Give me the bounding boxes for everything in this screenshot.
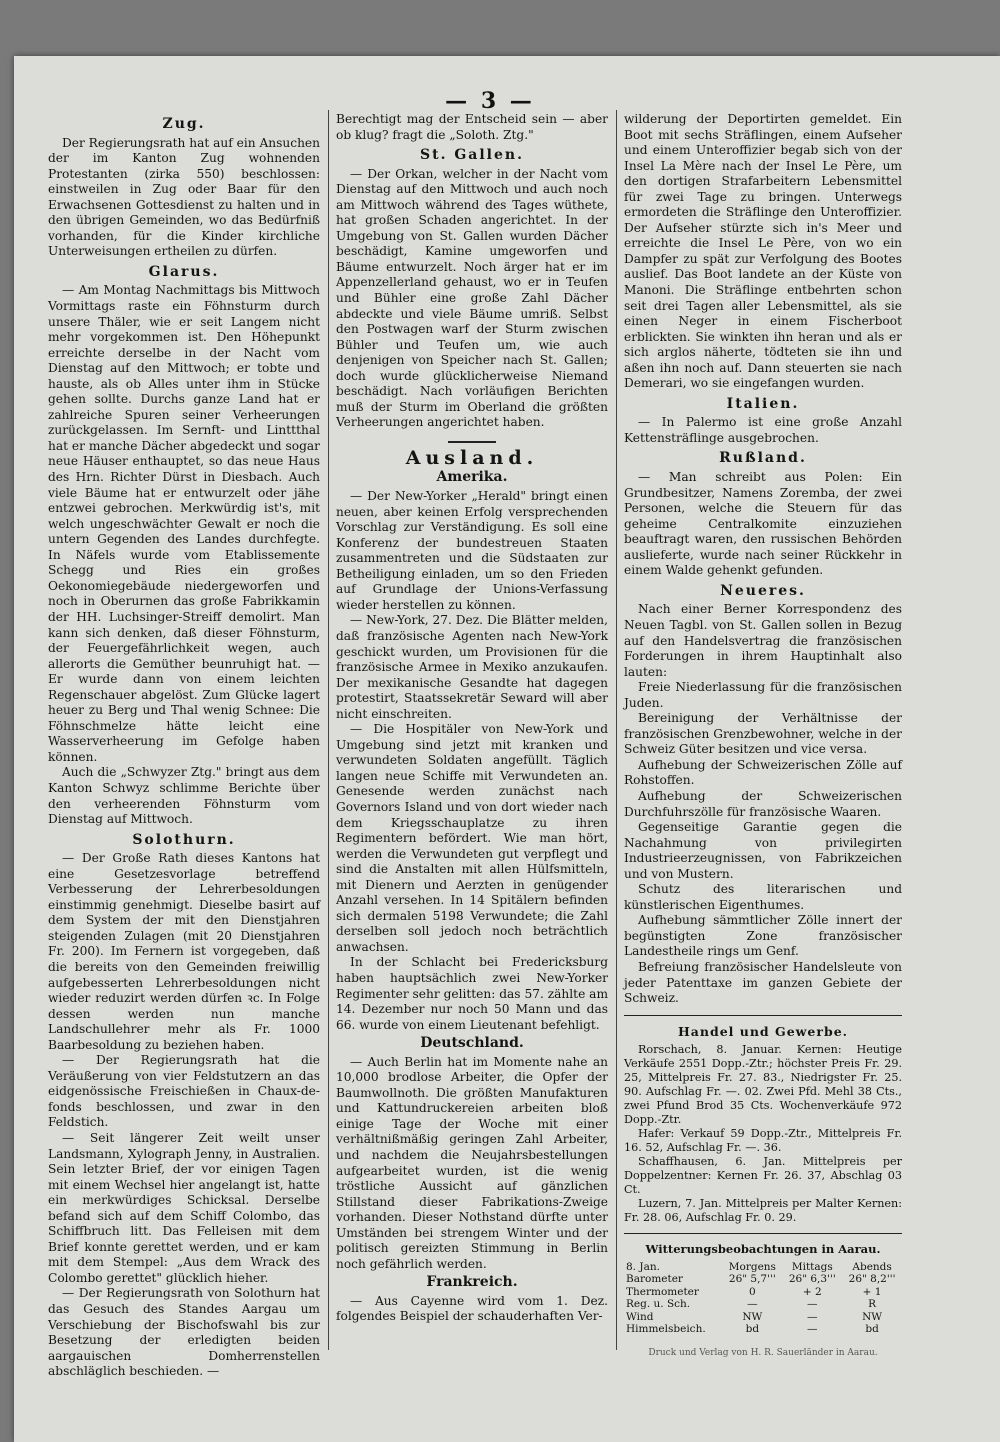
heading-amerika: Amerika. bbox=[436, 469, 508, 486]
weather-value: — bbox=[807, 1298, 818, 1311]
weather-header-row bbox=[624, 1261, 902, 1274]
weather-value: NW bbox=[742, 1310, 763, 1323]
demand-item: Bereinigung der Verhältnisse der französischen Grenzbewohner, welche in der Schweiz Güter besitzen und vice versa. bbox=[624, 711, 902, 757]
heading-deutschland: Deutschland. bbox=[420, 1035, 524, 1052]
weather-label: Barometer bbox=[626, 1273, 683, 1286]
article-paragraph: — Der New-Yorker „Herald" bringt einen neuen, aber keinen Erfolg versprechenden Vorschlag zur Verständigung. Es soll eine Konferenz der bundestreuen Staaten zusammentreten und die Südstaaten zur Betheiligung einladen, um so den Frieden auf Grundlage der Unions-Verfassung wieder herstellen zu können. bbox=[336, 489, 608, 612]
article-paragraph: Der Regierungsrath hat auf ein Ansuchen der im Kanton Zug wohnenden Protestanten (zirka 550) beschlossen: einstweilen in Zug oder Baar für den Erwachsenen Gottesdienst zu halten und in den übrigen Gemeinden, wo das Bedürfniß vorhanden, für die Kinder kirchliche Unterweisungen ertheilen zu dürfen. bbox=[48, 135, 320, 259]
demand-item: Freie Niederlassung für die französischen Juden. bbox=[624, 680, 902, 710]
weather-label: Reg. u. Sch. bbox=[626, 1298, 691, 1311]
column-divider bbox=[328, 110, 329, 1350]
weather-label: Wind bbox=[626, 1310, 654, 1323]
section-rule bbox=[624, 1233, 902, 1234]
weather-row bbox=[624, 1273, 902, 1286]
article-paragraph: — Man schreibt aus Polen: Ein Grundbesitzer, Namens Zoremba, der zwei Personen, welche die Steuern für das geheime Centralkomite einzuziehen beauftragt waren, den russischen Behörden auslieferte, wurde nach seiner Rückkehr in einem Walde gehenkt gefunden. bbox=[624, 470, 902, 578]
article-paragraph: Berechtigt mag der Entscheid sein — aber ob klug? fragt die „Soloth. Ztg." bbox=[336, 112, 608, 142]
demand-item: Gegenseitige Garantie gegen die Nachahmung von privilegirten Industrieerzeugnissen, von Fabrikzeichen und von Mustern. bbox=[624, 820, 902, 881]
weather-value: 0 bbox=[749, 1285, 756, 1298]
market-entry: Rorschach, 8. Januar. Kernen: Heutige Verkäufe 2551 Dopp.-Ztr.; höchster Preis Fr. 29. 25, Mittelpreis Fr. 27. 83., Niedrigster Fr. 25. 90. Aufschlag Fr. —. 02. Zwei Pfd. Mehl 38 Cts., zwei Pfund Brod 35 Cts. Wochenverkäufe 972 Dopp.-Ztr. bbox=[624, 1043, 902, 1127]
weather-row bbox=[624, 1298, 902, 1311]
weather-value: R bbox=[868, 1298, 877, 1311]
heading-glarus: Glarus. bbox=[148, 263, 220, 280]
column-3 bbox=[624, 112, 902, 1361]
section-rule bbox=[448, 441, 496, 443]
heading-italien: Italien. bbox=[726, 395, 800, 412]
weather-col-morning: Morgens bbox=[728, 1260, 776, 1273]
demand-item: Aufhebung sämmtlicher Zölle innert der begünstigten Zone französischer Landestheile rings um Genf. bbox=[624, 913, 902, 959]
heading-st-gallen: St. Gallen. bbox=[420, 147, 524, 164]
heading-handel: Handel und Gewerbe. bbox=[677, 1023, 849, 1039]
weather-row bbox=[624, 1311, 902, 1324]
article-paragraph: — Der Orkan, welcher in der Nacht vom Dienstag auf den Mittwoch und auch noch am Mittwoch während des Tages wüthete, hat großen Schaden angerichtet. In der Umgebung von St. Gallen wurden Dächer beschädigt, Kamine umgeworfen und Bäume entwurzelt. Noch ärger hat er im Appenzellerland gehaust, wo er in Teufen und Bühler eine große Zahl Dächer abdeckte und viele Bäume umriß. Selbst den Postwagen warf der Sturm zwischen Bühler und Teufen um, wie auch denjenigen von Speicher nach St. Gallen; doch wurde glücklicherweise Niemand beschädigt. Nach vorläufigen Berichten muß der Sturm im Oberland die größten Verheerungen angerichtet haben. bbox=[336, 166, 608, 430]
weather-value: bd bbox=[865, 1323, 879, 1336]
weather-value: + 1 bbox=[862, 1285, 882, 1298]
market-entry: Luzern, 7. Jan. Mittelpreis per Malter Kernen: Fr. 28. 06, Aufschlag Fr. 0. 29. bbox=[624, 1197, 902, 1225]
demand-item: Befreiung französischer Handelsleute von jeder Patenttaxe im ganzen Gebiete der Schweiz. bbox=[624, 959, 902, 1006]
heading-russland: Rußland. bbox=[719, 450, 807, 467]
market-report bbox=[624, 1043, 902, 1225]
heading-solothurn: Solothurn. bbox=[132, 831, 236, 848]
weather-value: bd bbox=[745, 1323, 760, 1336]
column-2 bbox=[336, 112, 608, 1325]
weather-value: 26" 5,7''' bbox=[728, 1273, 776, 1286]
heading-frankreich: Frankreich. bbox=[426, 1274, 518, 1291]
demand-item: Schutz des literarischen und künstlerischen Eigenthumes. bbox=[624, 882, 902, 912]
article-paragraph: — In Palermo ist eine große Anzahl Kettensträflinge ausgebrochen. bbox=[624, 415, 902, 445]
weather-table bbox=[624, 1261, 902, 1336]
article-paragraph: Auch die „Schwyzer Ztg." bringt aus dem Kanton Schwyz schlimme Berichte über den verheerenden Föhnsturm vom Dienstag auf Mittwoch. bbox=[48, 765, 320, 827]
weather-value: 26" 6,3''' bbox=[788, 1273, 836, 1286]
article-paragraph: — Der Große Rath dieses Kantons hat eine Gesetzesvorlage betreffend Verbesserung der Lehrerbesoldungen einstimmig genehmigt. Dieselbe basirt auf dem System der mit den Dienstjahren steigenden Zulagen (mit 20 Dienstjahren Fr. 200). Im Fernern ist vorgegeben, daß die bereits von den Gemeinden freiwillig aufgebesserten Lehrerbesoldungen nicht wieder reduzirt werden dürfen ꝛc. In Folge dessen werden nun manche Landschullehrer mehr als Fr. 1000 Baarbesoldung zu beziehen haben. bbox=[48, 851, 320, 1052]
article-paragraph: wilderung der Deportirten gemeldet. Ein Boot mit sechs Sträflingen, einem Aufseher und einem Unteroffizier begab sich von der Insel La Mère nach der Insel Le Père, um den dortigen Strafarbeitern Lebensmittel für zwei Tage zu bringen. Unterwegs ermordeten die Sträflinge den Unteroffizier. Der Aufseher stürzte sich in's Meer und erreichte die Insel Le Père, von wo ein Dampfer zu spät zur Verfolgung des Bootes auslief. Das Boot landete an der Küste von Manoni. Die Sträflinge entbehrten schon seit drei Tagen aller Lebensmittel, als sie einen Neger in einem Fischerboot erblickten. Sie winkten ihn heran und als er sich arglos näherte, tödteten sie ihn und aßen ihn noch auf. Dann steuerten sie nach Demerari, wo sie eingefangen wurden. bbox=[624, 112, 902, 391]
heading-ausland: Ausland. bbox=[405, 446, 539, 469]
weather-date: 8. Jan. bbox=[626, 1260, 660, 1273]
heading-neueres: Neueres. bbox=[720, 582, 806, 599]
article-paragraph: — Seit längerer Zeit weilt unser Landsmann, Xylograph Jenny, in Australien. Sein letzter Brief, der vor einigen Tagen mit einem Wechsel hier angelangt ist, hatte ein merkwürdiges Schicksal. Derselbe befand sich auf dem Schiff Colombo, das Schiffbruch litt. Das Felleisen mit dem Brief konnte gerettet werden, und er kam mit dem Stempel: „Aus dem Wrack des Colombo gerettet" glücklich hieher. bbox=[48, 1131, 320, 1285]
article-paragraph: In der Schlacht bei Fredericksburg haben hauptsächlich zwei New-Yorker Regimenter sehr gelitten: das 57. zählte am 14. Dezember nur noch 50 Mann und das 66. wurde von einem Lieutenant befehligt. bbox=[336, 955, 608, 1032]
article-paragraph: — New-York, 27. Dez. Die Blätter melden, daß französische Agenten nach New-York geschickt wurden, um Provisionen für die französische Armee in Mexiko anzukaufen. Der mexikanische Gesandte hat dagegen protestirt, Staatssekretär Seward will aber nicht einschreiten. bbox=[336, 613, 608, 721]
column-1 bbox=[48, 112, 320, 1380]
section-rule bbox=[624, 1015, 902, 1016]
market-entry: Hafer: Verkauf 59 Dopp.-Ztr., Mittelpreis Fr. 16. 52, Aufschlag Fr. —. 36. bbox=[624, 1127, 902, 1155]
article-paragraph: — Aus Cayenne wird vom 1. Dez. folgendes Beispiel der schauderhaften Ver- bbox=[336, 1293, 608, 1324]
article-paragraph: — Die Hospitäler von New-York und Umgebung sind jetzt mit kranken und verwundeten Soldaten angefüllt. Täglich langen neue Schiffe mit Verwundeten an. Genesende werden zunächst nach Governors Island und von dort wieder nach dem Kriegsschauplatze zu ihren Regimentern befördert. Wie man hört, werden die Verwundeten gut verpflegt und sind die Anstalten mit allen Hülfsmitteln, mit Dienern und Aerzten in genügender Anzahl versehen. In 14 Spitälern befinden sich dermalen 5198 Verwundete; die Zahl derselben soll jedoch noch beträchtlich anwachsen. bbox=[336, 722, 608, 954]
market-entry: Schaffhausen, 6. Jan. Mittelpreis per Doppelzentner: Kernen Fr. 26. 37, Abschlag 03 Ct. bbox=[624, 1155, 902, 1197]
weather-col-noon: Mittags bbox=[791, 1260, 833, 1273]
column-divider bbox=[616, 110, 617, 1350]
heading-weather: Witterungsbeobachtungen in Aarau. bbox=[645, 1242, 881, 1257]
weather-row bbox=[624, 1323, 902, 1336]
article-paragraph: Nach einer Berner Korrespondenz des Neuen Tagbl. von St. Gallen sollen in Bezug auf den Handelsvertrag die französischen Forderungen in ihrem Hauptinhalt also lauten: bbox=[624, 602, 902, 679]
weather-value: — bbox=[807, 1323, 818, 1336]
article-paragraph: — Am Montag Nachmittags bis Mittwoch Vormittags raste ein Föhnsturm durch unsere Thäler, wie er seit Langem nicht mehr vorgekommen ist. Den Höhepunkt erreichte derselbe in der Nacht vom Dienstag auf den Mittwoch; er tobte und hauste, als ob Alles unter ihm in Stücke gehen sollte. Durchs ganze Land hat er zahlreiche Spuren seiner Verheerungen zurückgelassen. Im Sernft- und Linttthal hat er manche Dächer abgedeckt und sogar neue Häuser enthauptet, so das neue Haus des Hrn. Richter Dürst in Diesbach. Auch viele Bäume hat er entwurzelt oder jähe entzwei gebrochen. Merkwürdig ist's, mit welch ungeschwächter Gewalt er noch die untern Gegenden des Landes durchfegte. In Näfels wurde vom Etablissemente Schegg und Ries ein großes Oekonomiegebäude niedergeworfen und noch in Oberurnen das große Fabrikkamin der HH. Luchsinger-Streiff demolirt. Man kann sich denken, daß dieser Föhnsturm, der Feuergefährlichkeit wegen, auch allerorts die Gemüther beunruhigt hat. — Er wurde dann von einem leichten Regenschauer abgelöst. Zum Glücke lagert heuer zu Berg und Thal wenig Schnee: Die Föhnschmelze hätte leicht eine Wasserverheerung im Gefolge haben können. bbox=[48, 283, 320, 764]
weather-value: + 2 bbox=[802, 1285, 822, 1298]
weather-value: NW bbox=[862, 1310, 883, 1323]
weather-value: — bbox=[807, 1310, 818, 1323]
article-paragraph: — Der Regierungsrath hat die Veräußerung von vier Feldstutzern an das eidgenössische Freischießen in Chaux-de-fonds beschlossen, und zwar in den Feldstich. bbox=[48, 1053, 320, 1130]
page-number: — 3 — bbox=[445, 88, 535, 114]
demand-item: Aufhebung der Schweizerischen Zölle auf Rohstoffen. bbox=[624, 757, 902, 788]
weather-label: Himmelsbeich. bbox=[626, 1323, 706, 1336]
weather-value: 26" 8,2''' bbox=[848, 1273, 896, 1286]
weather-row bbox=[624, 1286, 902, 1299]
heading-zug: Zug. bbox=[162, 116, 206, 132]
weather-col-evening: Abends bbox=[852, 1260, 892, 1273]
article-paragraph: — Der Regierungsrath von Solothurn hat das Gesuch des Standes Aargau um Verschiebung der Bischofswahl bis zur Besetzung der erledigten beiden aargauischen Domherrenstellen abschläglich beschieden. — bbox=[48, 1286, 320, 1379]
printer-imprint: Druck und Verlag von H. R. Sauerländer in Aarau. bbox=[648, 1347, 878, 1358]
weather-label: Thermometer bbox=[626, 1285, 699, 1298]
weather-value: — bbox=[747, 1298, 758, 1311]
demand-item: Aufhebung der Schweizerischen Durchfuhrszölle für französische Waaren. bbox=[624, 788, 902, 819]
article-paragraph: — Auch Berlin hat im Momente nahe an 10,000 brodlose Arbeiter, die Opfer der Baumwollnoth. Die größten Manufakturen und Kattundruckereien arbeiten bloß einige Tage der Woche mit einer verhältnißmäßig geringen Zahl Arbeiter, und nachdem die Neujahrsbestellungen aufgearbeitet wurden, ist die wenig tröstliche Aussicht auf gänzlichen Stillstand dieser Fabrikations-Zweige vorhanden. Dieser Nothstand dürfte unter Umständen bei strengem Winter und der politisch gereizten Stimmung in Berlin noch gefährlich werden. bbox=[336, 1054, 608, 1271]
